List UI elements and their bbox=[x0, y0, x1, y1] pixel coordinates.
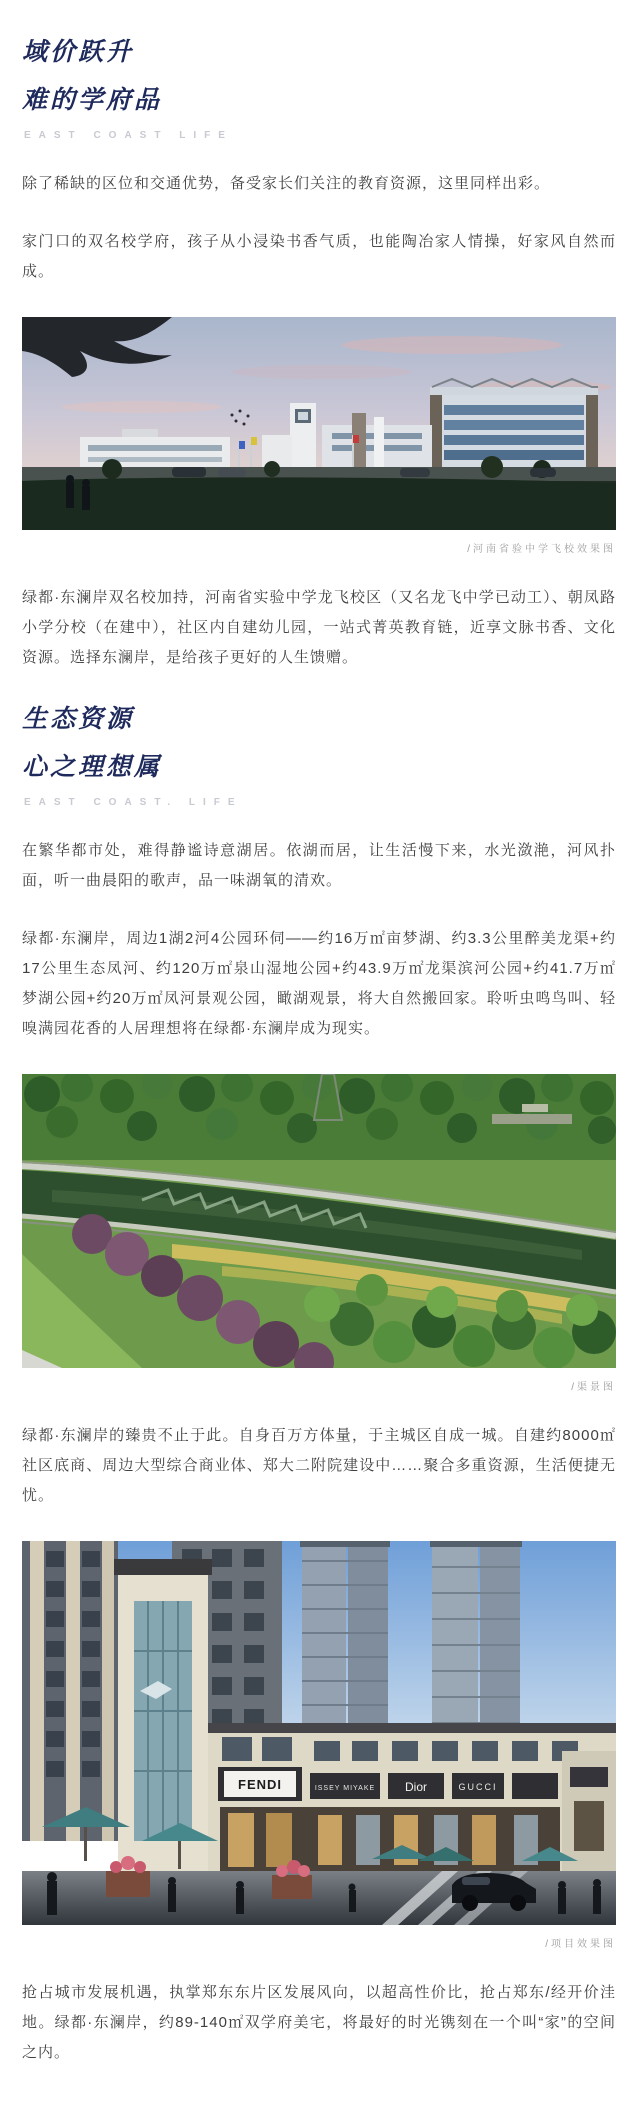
paragraph: 绿都·东澜岸的臻贵不止于此。自身百万方体量，于主城区自成一城。自建约8000㎡社区底商、周边大型综合商业体、郑大二附院建设中……聚合多重资源，生活便捷无忧。 bbox=[22, 1427, 616, 1504]
paragraph: 抢占城市发展机遇，执掌郑东东片区发展风向，以超高性价比，抢占郑东/经开价洼地。绿都·东澜岸，约89-140㎡双学府美宅，将最好的时光镌刻在一个叫“家”的空间之内。 bbox=[22, 1984, 616, 2061]
image-caption: /渠景图 bbox=[571, 1382, 616, 1393]
paragraph: 家门口的双名校学府，孩子从小浸染书香气质，也能陶冶家人情操，好家风自然而成。 bbox=[22, 233, 616, 280]
school-rendering-image bbox=[22, 317, 616, 530]
section-title-line1: 生态资源 bbox=[22, 705, 135, 733]
paragraph: 绿都·东澜岸，周边1湖2河4公园环伺——约16万㎡亩梦湖、约3.3公里醉美龙渠+约17公里生态凤河、约120万㎡泉山湿地公园+约43.9万㎡龙渠滨河公园+约41.7万㎡梦湖公园+约20万㎡凤河景观公园，瞰湖观景，将大自然搬回家。聆听虫鸣鸟叫、轻嗅满园花香的人居理想将在绿都·东澜岸成为现实。 bbox=[22, 930, 616, 1037]
paragraph: 绿都·东澜岸双名校加持，河南省实验中学龙飞校区（又名龙飞中学已动工）、朝凤路小学分校（在建中），社区内自建幼儿园，一站式菁英教育链，近享文脉书香、文化资源。选择东澜岸，是给孩子更好的人生馈赠。 bbox=[22, 589, 616, 666]
education-heading bbox=[22, 34, 616, 141]
education-section bbox=[22, 34, 616, 673]
section-title-line2: 心之理想属 bbox=[22, 753, 163, 781]
ecology-heading bbox=[22, 701, 616, 808]
commercial-street-image bbox=[22, 1541, 616, 1925]
shop-sign-fendi: FENDI bbox=[238, 1777, 282, 1792]
shop-sign-gucci: GUCCI bbox=[458, 1782, 498, 1792]
retail-figure bbox=[22, 1541, 616, 1950]
section-title-line2: 难的学府品 bbox=[22, 86, 163, 114]
paragraph: 除了稀缺的区位和交通优势，备受家长们关注的教育资源，这里同样出彩。 bbox=[22, 175, 551, 192]
river-figure bbox=[22, 1074, 616, 1393]
paragraph: 在繁华都市处，难得静谧诗意湖居。依湖而居，让生活慢下来，水光潋滟，河风扑面，听一曲晨阳的歌声，品一味湖氧的清欢。 bbox=[22, 842, 616, 889]
section-subtitle: EAST COAST. LIFE bbox=[24, 797, 243, 808]
shop-sign-dior: Dior bbox=[404, 1780, 428, 1794]
section-subtitle: EAST COAST LIFE bbox=[24, 130, 233, 141]
ecology-section bbox=[22, 701, 616, 1511]
closing-section bbox=[22, 1541, 616, 2068]
school-building-right bbox=[430, 379, 598, 471]
river-aerial-image bbox=[22, 1074, 616, 1368]
shop-sign-issey: ISSEY MIYAKE bbox=[314, 1785, 376, 1792]
image-caption: /河南省验中学飞校效果图 bbox=[467, 544, 616, 555]
image-caption: /项目效果图 bbox=[545, 1939, 616, 1950]
school-figure bbox=[22, 317, 616, 555]
section-title-line1: 域价跃升 bbox=[22, 38, 135, 66]
